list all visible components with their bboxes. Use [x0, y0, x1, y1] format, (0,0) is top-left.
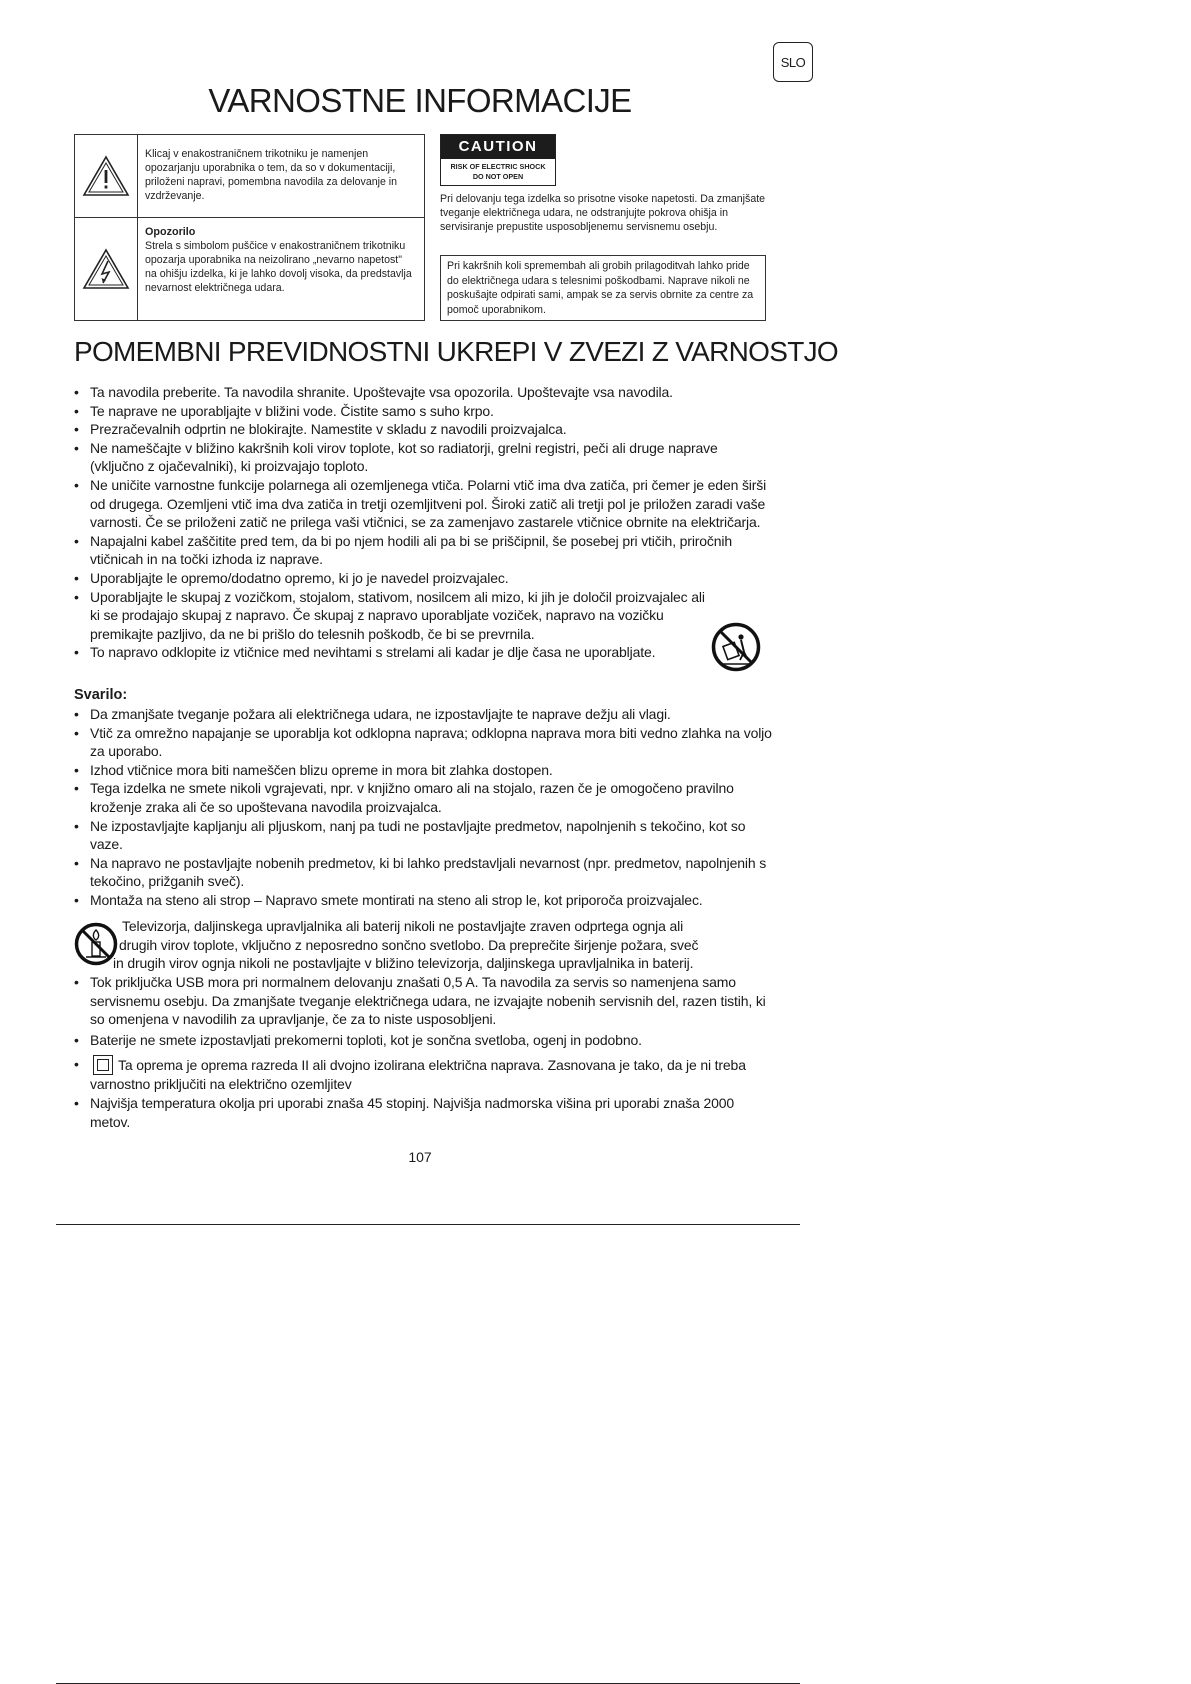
caution-sub-line2: DO NOT OPEN	[472, 171, 524, 181]
caution-sub-line1: RISK OF ELECTRIC SHOCK	[450, 162, 546, 171]
warnings-list	[74, 705, 774, 910]
list-item: • Ne izpostavljajte kapljanju ali pljuskom, nanj pa tudi ne postavljajte predmetov, napolnjenih s tekočino, kot so vaze.	[74, 817, 774, 854]
warning-subheading: Svarilo:	[74, 687, 128, 703]
caution-subtext	[441, 159, 555, 181]
warning-icon-cell	[75, 217, 138, 320]
class2-text: Ta oprema je oprema razreda II ali dvojno izolirana električna naprava. Zasnovana je tako, da je ni treba varnostno priključiti na električno ozemljitev	[90, 1057, 746, 1093]
warning-row2-text	[138, 217, 424, 320]
list-item: • Tok priključka USB mora pri normalnem delovanju znašati 0,5 A. Ta navodila za servis so namenjena samo servisnemu osebju. Da zmanjšate tveganje električnega udara, ne izvajajte nobenih servisnih del, razen tistih, ki so omenjena v navodilih za upravljanje, če za to niste usposobljeni.	[74, 973, 774, 1029]
list-item: • Napajalni kabel zaščitite pred tem, da bi po njem hodili ali pa bi se priščipnil, še posebej pri vtičih, priročnih vtičnicah in na točki izhoda iz naprave.	[74, 532, 774, 569]
warning-row-exclamation	[75, 135, 424, 218]
open-flame-warning-text	[113, 917, 839, 973]
cart-tipover-warning-icon	[711, 622, 761, 672]
caution-label	[440, 134, 556, 186]
page-divider	[56, 1224, 800, 1225]
list-item: • Baterije ne smete izpostavljati prekomerni toploti, kot je sončna svetloba, ogenj in podobno.	[74, 1031, 774, 1050]
warning-row2-body: Strela s simbolom puščice v enakostraničnem trikotniku opozarja uporabnika na neizolirano „nevarno napetost" na ohišju izdelka, ki je lahko dovolj visoka, da predstavlja nevarnost električnega udara.	[145, 240, 412, 294]
exclamation-triangle-icon	[82, 154, 130, 198]
language-badge: SLO	[773, 42, 813, 82]
list-item: • Ne uničite varnostne funkcije polarnega ali ozemljenega vtiča. Polarni vtič ima dva zatiča, pri čemer je eden širši od drugega. Ozemljeni vtič ima dva zatiča in tretji ozemljitveni pol. Široki zatič ali tretji pol je priložen zaradi vaše varnosti. Če se priloženi zatič ne prilega vaši vtičnici, se za zamenjavo zastarele vtičnice obrnite na električarja.	[74, 476, 774, 532]
list-item: • Izhod vtičnice mora biti nameščen blizu opreme in mora bit zlahka dostopen.	[74, 761, 774, 780]
list-item: • Te naprave ne uporabljajte v bližini vode. Čistite samo s suho krpo.	[74, 402, 774, 421]
warning-row1-text: Klicaj v enakostraničnem trikotniku je namenjen opozarjanju uporabnika o tem, da so v dokumentaciji, priloženi napravi, pomembna navodila za delovanje in vzdrževanje.	[145, 148, 398, 202]
list-item: • Uporabljajte le opremo/dodatno opremo, ki jo je navedel proizvajalec.	[74, 569, 774, 588]
fire-line1: Televizorja, daljinskega upravljalnika ali baterij nikoli ne postavljajte zraven odprtega ognja ali	[122, 918, 684, 934]
caution-heading: CAUTION	[441, 135, 555, 159]
warning-icon-cell	[75, 135, 138, 217]
list-item: • Tega izdelka ne smete nikoli vgrajevati, npr. v knjižno omaro ali na stojalo, razen če je omogočeno pravilno kroženje zraka ali če so upoštevana navodila proizvajalca.	[74, 779, 774, 816]
list-item: • Uporabljajte le skupaj z vozičkom, stojalom, stativom, nosilcem ali mizo, ki jih je določil proizvajalec ali ki se prodajajo skupaj z napravo. Če skupaj z napravo uporabljate voziček, napravo na vozičku premikajte pazljivo, da ne bi prišlo do telesnih poškodb, če bi se prevrnila.	[74, 588, 710, 644]
final-warnings-list	[74, 973, 774, 1131]
page-number: 107	[408, 1149, 432, 1165]
list-item: • Na napravo ne postavljajte nobenih predmetov, ki bi lahko predstavljali nevarnost (npr. predmetov, napolnjenih s tekočino, prižganih sveč).	[74, 854, 774, 891]
list-item: • Da zmanjšate tveganje požara ali električnega udara, ne izpostavljajte te naprave dežju ali vlagi.	[74, 705, 774, 724]
lightning-triangle-icon	[82, 247, 130, 291]
list-item: • Ne nameščajte v bližino kakršnih koli virov toplote, kot so radiatorji, grelni registri, peči ali druge naprave (vključno z ojačevalniki), ki proizvajajo toploto.	[74, 439, 774, 476]
no-open-flame-icon	[74, 922, 118, 966]
warning-symbols-table	[74, 134, 425, 321]
warning-row2-title: Opozorilo	[145, 226, 196, 238]
list-item: • Montaža na steno ali strop – Napravo smete montirati na steno ali strop le, kot priporoča proizvajalec.	[74, 891, 774, 910]
list-item: • Ta navodila preberite. Ta navodila shranite. Upoštevajte vsa opozorila. Upoštevajte vsa navodila.	[74, 383, 774, 402]
list-item: • Prezračevalnih odprtin ne blokirajte. Namestite v skladu z navodili proizvajalca.	[74, 420, 774, 439]
warning-row-lightning	[75, 217, 424, 320]
list-item-class2	[74, 1055, 774, 1094]
list-item: • Najvišja temperatura okolja pri uporabi znaša 45 stopinj. Najvišja nadmorska višina pri uporabi znaša 2000 metov.	[74, 1094, 774, 1131]
section-heading-precautions: POMEMBNI PREVIDNOSTNI UKREPI V ZVEZI Z VARNOSTJO	[74, 336, 838, 367]
list-item: • To napravo odklopite iz vtičnice med nevihtami s strelami ali kadar je dlje časa ne uporabljate.	[74, 643, 774, 662]
caution-paragraph: Pri delovanju tega izdelka so prisotne visoke napetosti. Da zmanjšate tveganje električnega udara, ne odstranjujte pokrova ohišja in servisiranje prepustite usposobljenemu servisnemu osebju.	[440, 193, 766, 233]
page-title: VARNOSTNE INFORMACIJE	[208, 82, 632, 119]
caution-notice-box: Pri kakršnih koli spremembah ali grobih prilagoditvah lahko pride do električnega udara s telesnimi poškodbami. Naprave nikoli ne poskušajte odpirati sami, ampak se za servis obrnite za centre za pomoč uporabnikom.	[440, 255, 766, 321]
precautions-list	[74, 383, 774, 662]
fire-line3: in drugih virov ognja nikoli ne postavljajte v bližino televizorja, daljinskega upravljalnika in baterij.	[113, 955, 694, 972]
list-item: • Vtič za omrežno napajanje se uporablja kot odklopna naprava; odklopna naprava mora biti vedno zlahka na voljo za uporabo.	[74, 724, 774, 761]
class-ii-double-insulation-icon	[93, 1055, 113, 1075]
fire-line2: drugih virov toplote, vključno z neposredno sončno svetlobo. Da preprečite širjenje požara, sveč	[119, 936, 699, 953]
